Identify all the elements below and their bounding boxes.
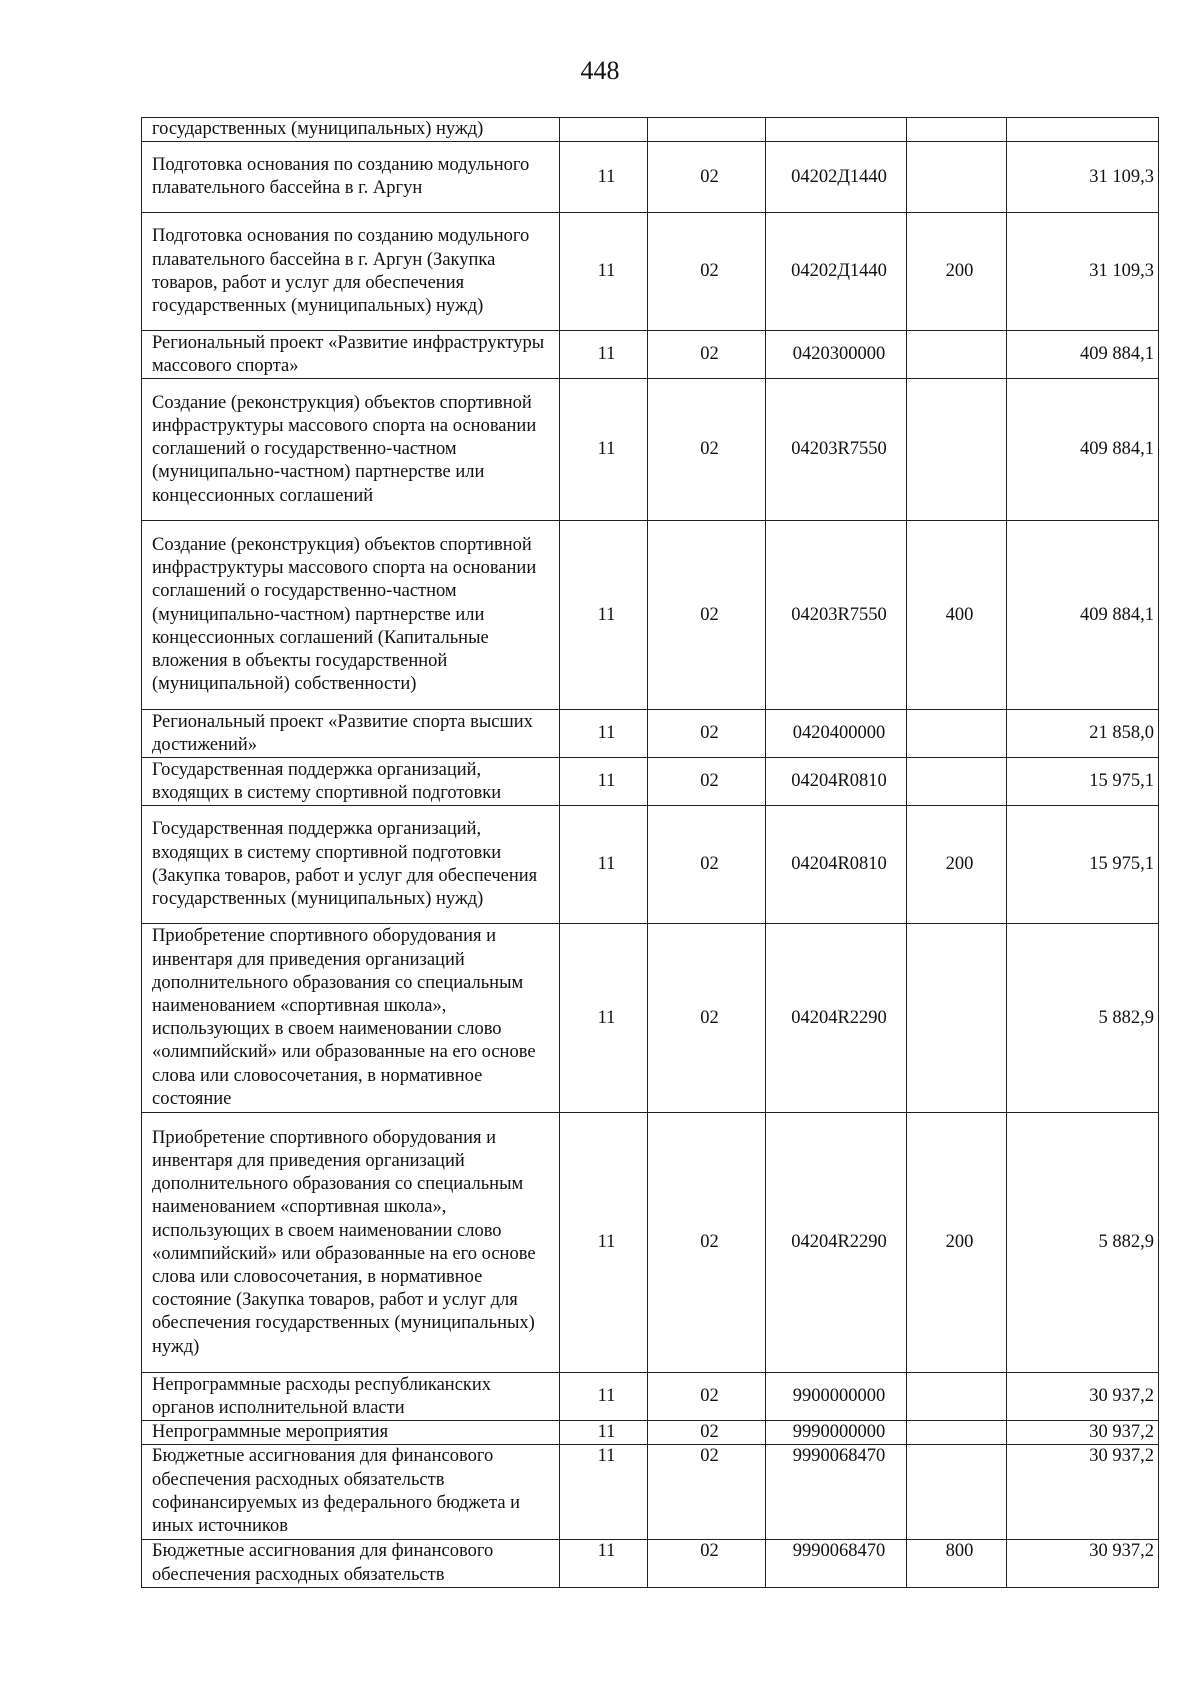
cell-vr bbox=[907, 710, 1007, 758]
table-row bbox=[142, 1113, 1159, 1373]
cell-rz: 11 bbox=[560, 142, 648, 213]
cell-pr: 02 bbox=[648, 924, 766, 1113]
cell-sum: 15 975,1 bbox=[1007, 806, 1159, 924]
cell-sum: 30 937,2 bbox=[1007, 1421, 1159, 1445]
cell-name: Региональный проект «Развитие инфраструктуры массового спорта» bbox=[142, 331, 560, 379]
cell-sum: 5 882,9 bbox=[1007, 1113, 1159, 1373]
cell-name: Региональный проект «Развитие спорта высших достижений» bbox=[142, 710, 560, 758]
cell-pr: 02 bbox=[648, 1373, 766, 1421]
cell-pr: 02 bbox=[648, 213, 766, 331]
cell-csr: 04202Д1440 bbox=[766, 142, 907, 213]
cell-pr bbox=[648, 118, 766, 142]
table-row bbox=[142, 1373, 1159, 1421]
table-row bbox=[142, 118, 1159, 142]
cell-name: Создание (реконструкция) объектов спортивной инфраструктуры массового спорта на основании соглашений о государственно-частном (муниципально-частном) партнерстве или концессионных соглашений bbox=[142, 379, 560, 521]
table-row bbox=[142, 758, 1159, 806]
table-row bbox=[142, 521, 1159, 710]
cell-sum: 21 858,0 bbox=[1007, 710, 1159, 758]
table-row bbox=[142, 710, 1159, 758]
cell-csr: 9900000000 bbox=[766, 1373, 907, 1421]
table-row bbox=[142, 379, 1159, 521]
cell-sum: 409 884,1 bbox=[1007, 379, 1159, 521]
cell-sum: 15 975,1 bbox=[1007, 758, 1159, 806]
cell-vr bbox=[907, 924, 1007, 1113]
cell-csr: 04202Д1440 bbox=[766, 213, 907, 331]
cell-rz: 11 bbox=[560, 710, 648, 758]
cell-name: Подготовка основания по созданию модульного плавательного бассейна в г. Аргун bbox=[142, 142, 560, 213]
cell-rz: 11 bbox=[560, 1421, 648, 1445]
cell-name: Приобретение спортивного оборудования и инвентаря для приведения организаций дополнительного образования со специальным наименованием «спортивная школа», использующих в своем наименовании слово «олимпийский» или образованные на его основе слова или словосочетания, в нормативное состояние (Закупка товаров, работ и услуг для обеспечения государственных (муниципальных) нужд) bbox=[142, 1113, 560, 1373]
cell-csr: 04203R7550 bbox=[766, 379, 907, 521]
cell-csr: 9990068470 bbox=[766, 1445, 907, 1540]
cell-rz: 11 bbox=[560, 1373, 648, 1421]
cell-rz: 11 bbox=[560, 331, 648, 379]
cell-rz: 11 bbox=[560, 379, 648, 521]
cell-vr bbox=[907, 1445, 1007, 1540]
cell-pr: 02 bbox=[648, 806, 766, 924]
budget-table-body bbox=[142, 118, 1159, 1588]
cell-vr bbox=[907, 758, 1007, 806]
cell-sum: 30 937,2 bbox=[1007, 1373, 1159, 1421]
page-number: 448 bbox=[580, 56, 620, 85]
table-row bbox=[142, 142, 1159, 213]
table-row bbox=[142, 331, 1159, 379]
table-row bbox=[142, 1540, 1159, 1588]
cell-rz: 11 bbox=[560, 1445, 648, 1540]
cell-pr: 02 bbox=[648, 1540, 766, 1588]
cell-name: Государственная поддержка организаций, входящих в систему спортивной подготовки (Закупка товаров, работ и услуг для обеспечения государственных (муниципальных) нужд) bbox=[142, 806, 560, 924]
cell-vr: 200 bbox=[907, 213, 1007, 331]
cell-vr bbox=[907, 1421, 1007, 1445]
cell-pr: 02 bbox=[648, 1421, 766, 1445]
table-row bbox=[142, 1445, 1159, 1540]
cell-rz: 11 bbox=[560, 806, 648, 924]
cell-sum: 5 882,9 bbox=[1007, 924, 1159, 1113]
cell-sum: 30 937,2 bbox=[1007, 1540, 1159, 1588]
table-row bbox=[142, 924, 1159, 1113]
cell-vr bbox=[907, 331, 1007, 379]
cell-pr: 02 bbox=[648, 331, 766, 379]
cell-vr: 400 bbox=[907, 521, 1007, 710]
cell-csr: 04204R0810 bbox=[766, 806, 907, 924]
cell-name: Бюджетные ассигнования для финансового обеспечения расходных обязательств bbox=[142, 1540, 560, 1588]
cell-vr: 800 bbox=[907, 1540, 1007, 1588]
cell-rz: 11 bbox=[560, 213, 648, 331]
cell-csr: 04204R2290 bbox=[766, 1113, 907, 1373]
cell-rz: 11 bbox=[560, 521, 648, 710]
cell-rz: 11 bbox=[560, 758, 648, 806]
cell-name: Непрограммные мероприятия bbox=[142, 1421, 560, 1445]
cell-sum bbox=[1007, 118, 1159, 142]
table-row bbox=[142, 213, 1159, 331]
cell-pr: 02 bbox=[648, 710, 766, 758]
cell-vr bbox=[907, 1373, 1007, 1421]
cell-rz: 11 bbox=[560, 1113, 648, 1373]
cell-csr bbox=[766, 118, 907, 142]
cell-vr bbox=[907, 379, 1007, 521]
cell-pr: 02 bbox=[648, 1113, 766, 1373]
cell-csr: 04204R2290 bbox=[766, 924, 907, 1113]
cell-csr: 9990068470 bbox=[766, 1540, 907, 1588]
cell-sum: 409 884,1 bbox=[1007, 521, 1159, 710]
cell-sum: 31 109,3 bbox=[1007, 213, 1159, 331]
cell-name: Бюджетные ассигнования для финансового обеспечения расходных обязательств софинансируемых из федерального бюджета и иных источников bbox=[142, 1445, 560, 1540]
cell-csr: 0420300000 bbox=[766, 331, 907, 379]
cell-vr: 200 bbox=[907, 806, 1007, 924]
cell-csr: 04203R7550 bbox=[766, 521, 907, 710]
cell-name: Государственная поддержка организаций, входящих в систему спортивной подготовки bbox=[142, 758, 560, 806]
cell-rz: 11 bbox=[560, 924, 648, 1113]
cell-sum: 31 109,3 bbox=[1007, 142, 1159, 213]
cell-pr: 02 bbox=[648, 758, 766, 806]
table-row bbox=[142, 1421, 1159, 1445]
cell-name: Приобретение спортивного оборудования и инвентаря для приведения организаций дополнительного образования со специальным наименованием «спортивная школа», использующих в своем наименовании слово «олимпийский» или образованные на его основе слова или словосочетания, в нормативное состояние bbox=[142, 924, 560, 1113]
cell-name: Непрограммные расходы республиканских органов исполнительной власти bbox=[142, 1373, 560, 1421]
cell-vr bbox=[907, 118, 1007, 142]
cell-csr: 04204R0810 bbox=[766, 758, 907, 806]
cell-pr: 02 bbox=[648, 379, 766, 521]
table-row bbox=[142, 806, 1159, 924]
cell-csr: 9990000000 bbox=[766, 1421, 907, 1445]
cell-pr: 02 bbox=[648, 1445, 766, 1540]
budget-table bbox=[141, 117, 1159, 1588]
cell-rz: 11 bbox=[560, 1540, 648, 1588]
cell-name: Создание (реконструкция) объектов спортивной инфраструктуры массового спорта на основании соглашений о государственно-частном (муниципально-частном) партнерстве или концессионных соглашений (Капитальные вложения в объекты государственной (муниципальной) собственности) bbox=[142, 521, 560, 710]
cell-name: государственных (муниципальных) нужд) bbox=[142, 118, 560, 142]
cell-pr: 02 bbox=[648, 521, 766, 710]
cell-pr: 02 bbox=[648, 142, 766, 213]
cell-sum: 409 884,1 bbox=[1007, 331, 1159, 379]
cell-vr bbox=[907, 142, 1007, 213]
cell-csr: 0420400000 bbox=[766, 710, 907, 758]
cell-sum: 30 937,2 bbox=[1007, 1445, 1159, 1540]
cell-vr: 200 bbox=[907, 1113, 1007, 1373]
cell-rz bbox=[560, 118, 648, 142]
cell-name: Подготовка основания по созданию модульного плавательного бассейна в г. Аргун (Закупка товаров, работ и услуг для обеспечения государственных (муниципальных) нужд) bbox=[142, 213, 560, 331]
